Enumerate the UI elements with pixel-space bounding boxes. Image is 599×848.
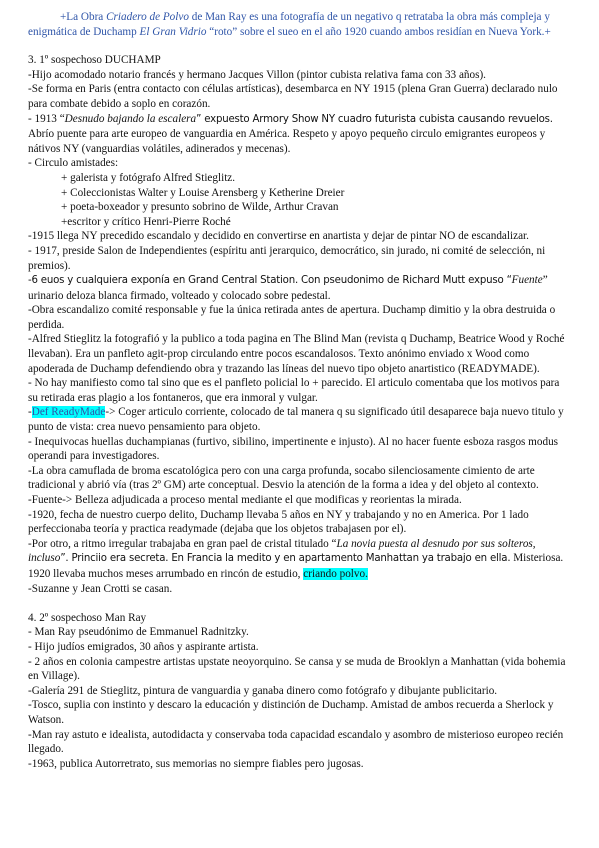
intro-text: “roto” sobre el sueo en el año 1920 cuando ambos residían en Nueva York.+ <box>206 25 551 38</box>
list-item: +escritor y crítico Henri-Pierre Roché <box>61 215 231 228</box>
section-duchamp <box>28 53 571 596</box>
intro-paragraph <box>28 10 571 39</box>
paragraph: - Man Ray pseudónimo de Emmanuel Radnitzky. <box>28 626 249 639</box>
text-run: ” urinario deloza blanca firmado, volteado y colocado sobre pedestal. <box>28 274 548 302</box>
paragraph: -La obra camuflada de broma escatológica pero con una carga profunda, socabo silenciosamente cimiento de arte tradicional y abrió vía (tras 2º GM) arte conceptual. Desvio la atención de la forma a idea y del objeto al contexto. <box>28 464 539 492</box>
text-run: - <box>28 406 32 419</box>
paragraph: - No hay manifiesto como tal sino que es el panfleto policial lo + parecido. El articulo comentaba que los motivos para su retirada eras plagio a los fontaneros, que era inmoral y vulgar. <box>28 377 560 404</box>
text-run: Misteriosa. 1920 llevaba muchos meses arrumbado en rincón de estudio, <box>28 552 564 580</box>
paragraph <box>28 405 571 434</box>
paragraph: - Circulo amistades: <box>28 157 119 170</box>
paragraph: -1963, publica Autorretrato, sus memorias no siempre fiables pero jugosas. <box>28 757 364 770</box>
paragraph: -Se forma en Paris (entra contacto con células artísticas), desembarca en NY 1915 (plena Gran Guerra) declarado nulo para combate debido a soplo en corazón. <box>28 83 558 110</box>
work-title: La novia puesta al desnudo por sus solteros, incluso <box>28 537 536 565</box>
paragraph: -1915 llega NY precedido escandalo y decidido en convertirse en anartista y dejar de pintar NO de escandalizar. <box>28 230 529 243</box>
intro-work-title: Criadero de Polvo <box>106 11 189 23</box>
highlighted-term: Def ReadyMade <box>31 406 106 419</box>
section-man-ray <box>28 611 571 772</box>
paragraph: -1920, fecha de nuestro cuerpo delito, Duchamp llevaba 5 años en NY y trabajando y no en America. Por 1 lado perfeccionaba teoría y practica readymade (dejaba que los objetos trabajasen por el). <box>28 508 529 536</box>
section-heading: 4. 2º sospechoso Man Ray <box>28 611 147 624</box>
spacer <box>28 596 571 611</box>
text-run: ” expuesto Armory Show NY cuadro futurista cubista causando revuelos. <box>196 113 553 125</box>
intro-text: +La Obra <box>60 11 107 23</box>
paragraph: -Tosco, suplia con instinto y descaro la educación y distinción de Duchamp. Amistad de ambos recuerda a Sherlock y Watson. <box>28 699 554 726</box>
paragraph: -Galería 291 de Stieglitz, pintura de vanguardia y ganaba dinero como fotógrafo y dibujante publicitario. <box>28 684 498 697</box>
list-item: + poeta-boxeador y presunto sobrino de Wilde, Arthur Cravan <box>61 201 339 214</box>
paragraph: - Inequivocas huellas duchampianas (furtivo, sibilino, impertinente e injusto). Al no hacer fuente esboza rasgos modus operandi para investigadores. <box>28 435 559 463</box>
paragraph: - Hijo judíos emigrados, 30 años y aspirante artista. <box>28 640 259 653</box>
text-run: Abrío puente para arte europeo de vanguardia en América. Respeto y apoyo pequeño circulo emigrantes europeos y nátivos NY (vanguardias volátiles, adinerados y mecenas). <box>28 128 546 155</box>
text-run: - 1913 “ <box>28 112 65 125</box>
paragraph: -Obra escandalizo comité responsable y fue la única retirada antes de apertura. Duchamp dimitio y la obra destruida o perdida. <box>28 304 556 331</box>
highlighted-phrase: criando polvo. <box>303 567 368 580</box>
paragraph <box>28 112 571 157</box>
work-title: Fuente <box>511 274 543 287</box>
paragraph: - 2 años en colonia campestre artistas upstate neoyorquino. Se cansa y se muda de Brooklyn a Manhattan (vida bohemia en Village). <box>28 655 566 683</box>
text-run: ”. Princiio era secreta. En Francia la medito y en apartamento Manhattan ya trabajo en ella. <box>60 553 511 565</box>
intro-text: de Man Ray es una fotografía de un negativo q retrataba la obra más compleja y enigmática de Duchamp <box>28 11 550 38</box>
section-heading: 3. 1º sospechoso DUCHAMP <box>28 54 161 67</box>
text-run: -> Coger articulo corriente, colocado de tal manera q su significado útil desaparece baja nuevo titulo y punto de vista: crea nuevo pensamiento para objeto. <box>28 406 564 434</box>
intro-work-title: El Gran Vidrio <box>139 25 207 38</box>
paragraph: -Suzanne y Jean Crotti se casan. <box>28 582 173 595</box>
list-item: + Coleccionistas Walter y Louise Arensberg y Ketherine Dreier <box>61 186 345 199</box>
text-run: -Por otro, a ritmo irregular trabajaba en gran pael de cristal titulado “ <box>28 537 337 550</box>
paragraph: -Man ray astuto e idealista, autodidacta y conservaba toda capacidad escandalo y asombro de misterioso europeo recién llegado. <box>28 728 564 756</box>
work-title: Desnudo bajando la escalera <box>64 112 197 125</box>
paragraph: - 1917, preside Salon de Independientes (espíritu anti jerarquico, democrático, sin jurado, ni comité de selección, ni premios). <box>28 244 546 272</box>
list-item: + galerista y fotógrafo Alfred Stieglitz. <box>61 171 236 184</box>
paragraph <box>28 537 571 582</box>
paragraph <box>28 273 571 303</box>
paragraph: -Hijo acomodado notario francés y hermano Jacques Villon (pintor cubista relativa fama con 33 años). <box>28 68 486 81</box>
paragraph: -Alfred Stieglitz la fotografió y la publico a toda pagina en The Blind Man (revista q Duchamp, Beatrice Wood y Roché llevaban). Era un panfleto agit-prop circulando entre pocos escandalosos. Texto anónimo enviado x Wood como apoderada de Duchamp defendiendo obra y trazando las líneas del nuevo tipo objeto anartistico (READYMADE). <box>28 333 565 375</box>
paragraph: -Fuente-> Belleza adjudicada a proceso mental mediante el que modificas y reorientas la mirada. <box>28 494 462 506</box>
text-run: -6 euos y cualquiera exponía en Grand Central Station. Con pseudonimo de Richard Mutt expuso “ <box>28 275 512 287</box>
